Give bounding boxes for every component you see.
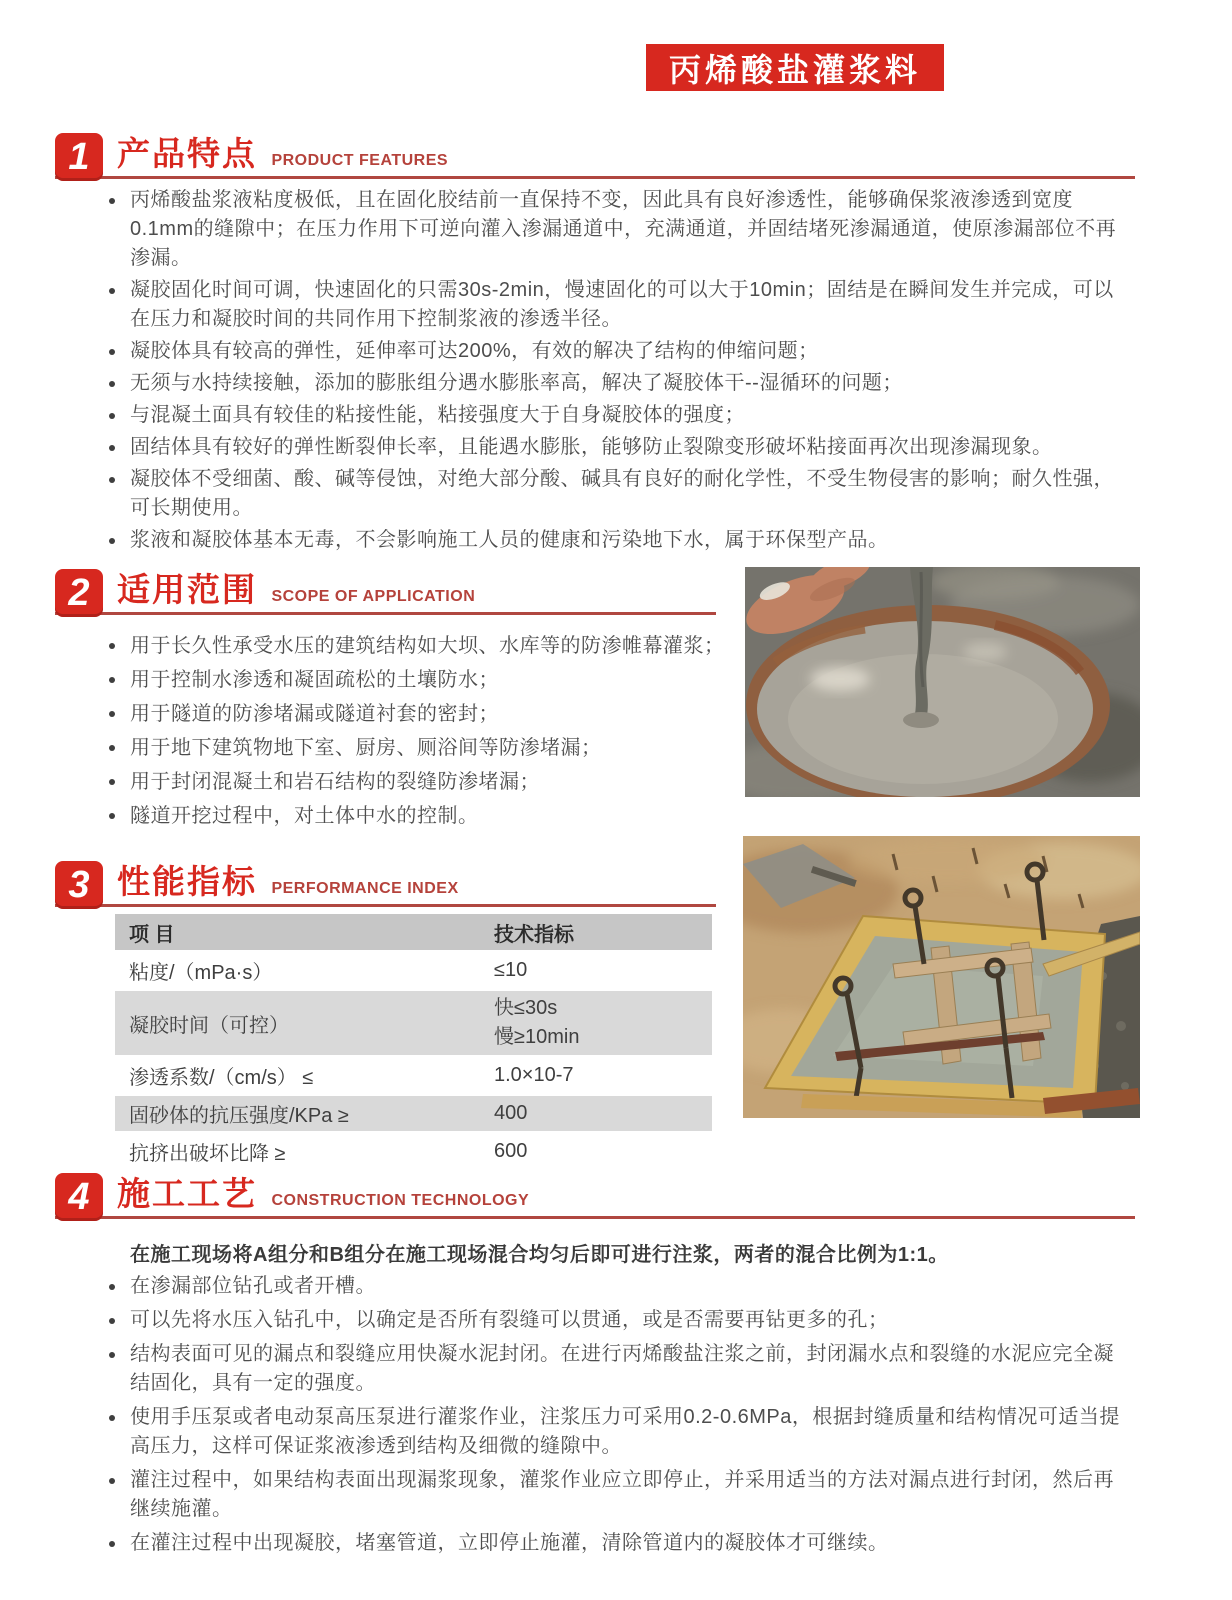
list-item: 用于控制水渗透和凝固疏松的土壤防水； — [100, 665, 725, 695]
list-item: 使用手压泵或者电动泵高压泵进行灌浆作业，注浆压力可采用0.2-0.6MPa，根据封缝质量和结构情况可适当提高压力，这样可保证浆液渗透到结构及细微的缝隙中。 — [100, 1403, 1125, 1461]
table-row — [115, 1095, 712, 1133]
list-item: 灌注过程中，如果结构表面出现漏浆现象，灌浆作业应立即停止，并采用适当的方法对漏点进行封闭，然后再继续施灌。 — [100, 1466, 1125, 1524]
value-line: 慢≥10min — [494, 1026, 580, 1048]
list-item: 可以先将水压入钻孔中，以确定是否所有裂缝可以贯通，或是否需要再钻更多的孔； — [100, 1306, 1125, 1335]
list-item: 隧道开挖过程中，对土体中水的控制。 — [100, 801, 725, 831]
table-cell-item: 粘度/（mPa·s） — [115, 952, 480, 990]
list-item: 无须与水持续接触，添加的膨胀组分遇水膨胀率高，解决了凝胶体干--湿循环的问题； — [100, 369, 1118, 398]
list-item: 用于地下建筑物地下室、厨房、厕浴间等防渗堵漏； — [100, 733, 725, 763]
value-line: 快≤30s — [494, 997, 558, 1019]
section-title-cn: 性能指标 — [117, 863, 257, 900]
section-construction-header — [55, 1160, 1135, 1219]
table-cell-item: 抗挤出破坏比降 ≥ — [115, 1133, 480, 1171]
construction-list — [100, 1272, 1125, 1563]
table-cell-value: 1.0×10-7 — [480, 1057, 712, 1095]
list-item: 在渗漏部位钻孔或者开槽。 — [100, 1272, 1125, 1301]
table-cell-value: 400 — [480, 1095, 712, 1133]
list-item: 用于长久性承受水压的建筑结构如大坝、水库等的防渗帷幕灌浆； — [100, 631, 725, 661]
section-title-en: SCOPE OF APPLICATION — [271, 588, 476, 605]
table-header-value: 技术指标 — [480, 914, 712, 952]
section-scope-header — [55, 556, 716, 615]
list-item: 固结体具有较好的弹性断裂伸长率，且能遇水膨胀，能够防止裂隙变形破坏粘接面再次出现渗漏现象。 — [100, 433, 1118, 462]
section-title-en: CONSTRUCTION TECHNOLOGY — [271, 1192, 530, 1209]
section-titles — [117, 128, 448, 175]
section-number-badge: 2 — [55, 569, 103, 617]
list-item: 用于封闭混凝土和岩石结构的裂缝防渗堵漏； — [100, 767, 725, 797]
table-cell-item: 凝胶时间（可控） — [115, 990, 480, 1057]
section-title-en: PRODUCT FEATURES — [271, 152, 449, 169]
table-header-item: 项 目 — [115, 914, 480, 952]
list-item: 凝胶体具有较高的弹性，延伸率可达200%，有效的解决了结构的伸缩问题； — [100, 337, 1118, 366]
list-item: 浆液和凝胶体基本无毒，不会影响施工人员的健康和污染地下水，属于环保型产品。 — [100, 526, 1118, 555]
section-performance-header — [55, 848, 716, 907]
section-features-header — [55, 120, 1135, 179]
grouting-formwork-photo — [743, 836, 1140, 1118]
section-title-cn: 适用范围 — [117, 571, 257, 608]
list-item: 用于隧道的防渗堵漏或隧道衬套的密封； — [100, 699, 725, 729]
list-item: 在灌注过程中出现凝胶，堵塞管道，立即停止施灌，清除管道内的凝胶体才可继续。 — [100, 1529, 1125, 1558]
table-cell-value — [480, 990, 712, 1057]
section-titles — [117, 564, 475, 611]
section-titles — [117, 856, 459, 903]
table-row — [115, 990, 712, 1057]
section-number-badge: 3 — [55, 861, 103, 909]
list-item: 凝胶体不受细菌、酸、碱等侵蚀，对绝大部分酸、碱具有良好的耐化学性，不受生物侵害的影响；耐久性强，可长期使用。 — [100, 465, 1118, 523]
list-item: 丙烯酸盐浆液粘度极低，且在固化胶结前一直保持不变，因此具有良好渗透性，能够确保浆液渗透到宽度0.1mm的缝隙中；在压力作用下可逆向灌入渗漏通道中，充满通道，并固结堵死渗漏通道，使原渗漏部位不再渗漏。 — [100, 186, 1118, 273]
grout-mixing-photo — [745, 567, 1140, 797]
table-row — [115, 952, 712, 990]
section-number-badge: 1 — [55, 133, 103, 181]
section-title-en: PERFORMANCE INDEX — [271, 880, 459, 897]
section-title-cn: 施工工艺 — [117, 1175, 257, 1212]
table-row — [115, 1057, 712, 1095]
table-cell-value: ≤10 — [480, 952, 712, 990]
table-cell-item: 固砂体的抗压强度/KPa ≥ — [115, 1095, 480, 1133]
product-title-banner: 丙烯酸盐灌浆料 — [646, 44, 944, 91]
scope-list — [100, 631, 725, 835]
table-cell-value: 600 — [480, 1133, 712, 1171]
section-title-cn: 产品特点 — [117, 135, 257, 172]
table-cell-item: 渗透系数/（cm/s） ≤ — [115, 1057, 480, 1095]
list-item: 凝胶固化时间可调，快速固化的只需30s-2min，慢速固化的可以大于10min；固结是在瞬间发生并完成，可以在压力和凝胶时间的共同作用下控制浆液的渗透半径。 — [100, 276, 1118, 334]
performance-table — [115, 914, 712, 1172]
list-item: 结构表面可见的漏点和裂缝应用快凝水泥封闭。在进行丙烯酸盐注浆之前，封闭漏水点和裂缝的水泥应完全凝结固化，具有一定的强度。 — [100, 1340, 1125, 1398]
section-titles — [117, 1168, 529, 1215]
table-header-row — [115, 914, 712, 952]
section-number-badge: 4 — [55, 1173, 103, 1221]
construction-intro: 在施工现场将A组分和B组分在施工现场混合均匀后即可进行注浆，两者的混合比例为1:1。 — [130, 1244, 949, 1266]
features-list — [100, 186, 1118, 558]
list-item: 与混凝土面具有较佳的粘接性能，粘接强度大于自身凝胶体的强度； — [100, 401, 1118, 430]
